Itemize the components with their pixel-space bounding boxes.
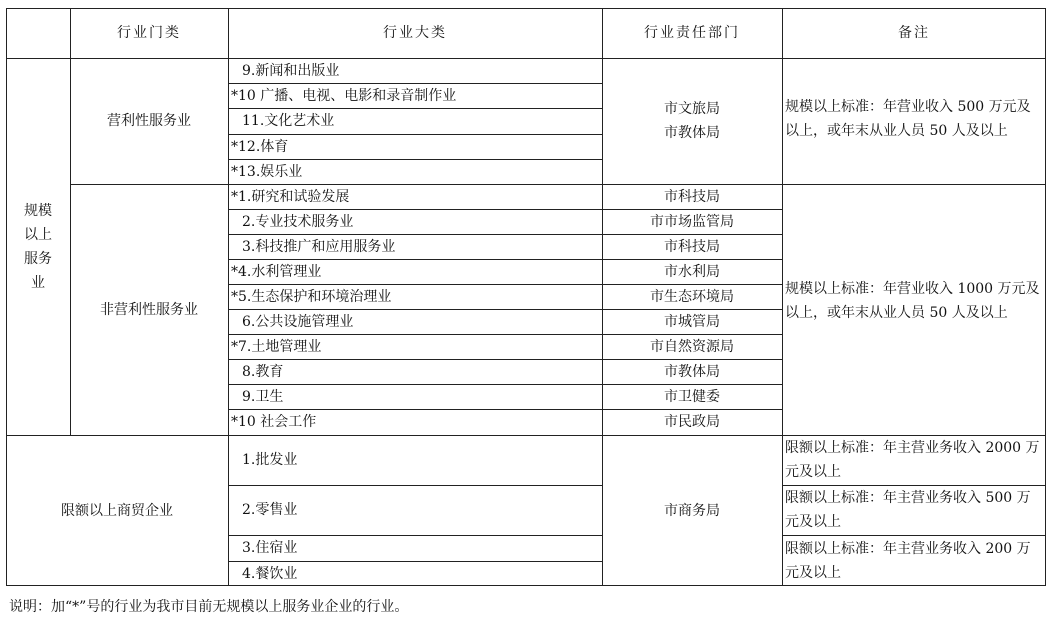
grid-line bbox=[228, 259, 782, 260]
grid-line bbox=[228, 359, 782, 360]
grid-line bbox=[6, 8, 1046, 9]
grid-line bbox=[228, 8, 229, 586]
trade-department: 市商务局 bbox=[664, 502, 720, 519]
non-profit-row-industry: *5.生态保护和环境治理业 bbox=[231, 288, 392, 305]
department-wenlv: 市文旅局 bbox=[664, 101, 720, 117]
grid-line bbox=[782, 8, 783, 586]
non-profit-row-industry: 3.科技推广和应用服务业 bbox=[242, 238, 396, 255]
trade-remark: 限额以上标准：年主营业务收入 200 万元及以上 bbox=[785, 541, 1031, 581]
trade-remark: 限额以上标准：年主营业务收入 2000 万元及以上 bbox=[785, 440, 1040, 480]
grid-line bbox=[602, 8, 603, 586]
non-profit-row-industry: *7.土地管理业 bbox=[231, 338, 322, 355]
section-trade: 限额以上商贸企业 bbox=[61, 502, 173, 519]
grid-line bbox=[6, 58, 1046, 59]
non-profit-remark: 规模以上标准：年营业收入 1000 万元及以上，或年末从业人员 50 人及以上 bbox=[785, 281, 1040, 321]
grid-line bbox=[782, 485, 1046, 486]
header-industry-category: 行业门类 bbox=[117, 25, 181, 41]
non-profit-row-industry: *1.研究和试验发展 bbox=[231, 188, 350, 205]
grid-line bbox=[228, 134, 602, 135]
grid-line bbox=[228, 535, 602, 536]
for-profit-row: *13.娱乐业 bbox=[231, 163, 303, 180]
section-above-scale bbox=[6, 58, 70, 435]
grid-line bbox=[228, 561, 602, 562]
trade-row: 2.零售业 bbox=[242, 502, 298, 518]
grid-line bbox=[228, 384, 782, 385]
section-above-scale-line-3: 服务 bbox=[24, 250, 52, 267]
header-department: 行业责任部门 bbox=[644, 25, 740, 41]
grid-line bbox=[228, 209, 782, 210]
grid-line bbox=[228, 334, 782, 335]
section-above-scale-line-1: 规模 bbox=[24, 202, 52, 219]
trade-row: 1.批发业 bbox=[242, 452, 298, 468]
non-profit-row-department: 市城管局 bbox=[664, 313, 720, 330]
grid-line bbox=[6, 435, 1046, 436]
non-profit-row-industry: 9.卫生 bbox=[242, 388, 284, 405]
grid-line bbox=[228, 108, 602, 109]
grid-line bbox=[70, 184, 1046, 185]
non-profit-row-department: 市自然资源局 bbox=[650, 338, 734, 355]
non-profit-row-department: 市生态环境局 bbox=[650, 288, 734, 305]
non-profit-row-department: 市科技局 bbox=[664, 238, 720, 255]
industry-table bbox=[6, 8, 1046, 586]
non-profit-row-department: 市卫健委 bbox=[664, 388, 720, 405]
for-profit-row: *12.体育 bbox=[231, 138, 289, 155]
department-jiaoti: 市教体局 bbox=[664, 125, 720, 141]
grid-line bbox=[228, 409, 782, 410]
non-profit-row-department: 市民政局 bbox=[664, 414, 720, 430]
grid-line bbox=[6, 585, 1046, 586]
non-profit-row-industry: 6.公共设施管理业 bbox=[242, 313, 354, 330]
non-profit-row-department: 市市场监管局 bbox=[650, 213, 734, 230]
grid-line bbox=[6, 8, 7, 586]
grid-line bbox=[228, 83, 602, 84]
non-profit-row-department: 市教体局 bbox=[664, 363, 720, 380]
section-above-scale-line-2: 以上 bbox=[24, 226, 52, 243]
grid-line bbox=[1045, 8, 1046, 586]
section-non-profit: 非营利性服务业 bbox=[100, 301, 198, 318]
trade-row: 3.住宿业 bbox=[242, 540, 298, 556]
non-profit-row-industry: 8.教育 bbox=[242, 363, 284, 380]
non-profit-row-industry: *10 社会工作 bbox=[231, 414, 317, 430]
grid-line bbox=[228, 309, 782, 310]
section-above-scale-line-4: 业 bbox=[31, 274, 45, 291]
non-profit-row-department: 市科技局 bbox=[664, 188, 720, 205]
grid-line bbox=[228, 234, 782, 235]
non-profit-row-industry: 2.专业技术服务业 bbox=[242, 213, 354, 230]
grid-line bbox=[70, 8, 71, 435]
for-profit-remark: 规模以上标准：年营业收入 500 万元及以上，或年末从业人员 50 人及以上 bbox=[785, 99, 1031, 139]
grid-line bbox=[228, 485, 602, 486]
for-profit-row: 9.新闻和出版业 bbox=[242, 62, 340, 79]
header-industry-major: 行业大类 bbox=[383, 25, 447, 41]
footnote: 说明：加“*”号的行业为我市目前无规模以上服务业企业的行业。 bbox=[9, 599, 409, 615]
non-profit-row-department: 市水利局 bbox=[664, 263, 720, 280]
section-for-profit: 营利性服务业 bbox=[107, 113, 191, 129]
trade-row: 4.餐饮业 bbox=[242, 565, 298, 582]
for-profit-row: 11.文化艺术业 bbox=[242, 113, 335, 129]
for-profit-department bbox=[602, 58, 782, 184]
grid-line bbox=[228, 159, 602, 160]
trade-remark: 限额以上标准：年主营业务收入 500 万元及以上 bbox=[785, 490, 1031, 530]
grid-line bbox=[228, 284, 782, 285]
for-profit-row: *10 广播、电视、电影和录音制作业 bbox=[231, 87, 457, 104]
non-profit-row-industry: *4.水利管理业 bbox=[231, 263, 322, 280]
grid-line bbox=[782, 535, 1046, 536]
header-remarks: 备注 bbox=[898, 25, 930, 41]
